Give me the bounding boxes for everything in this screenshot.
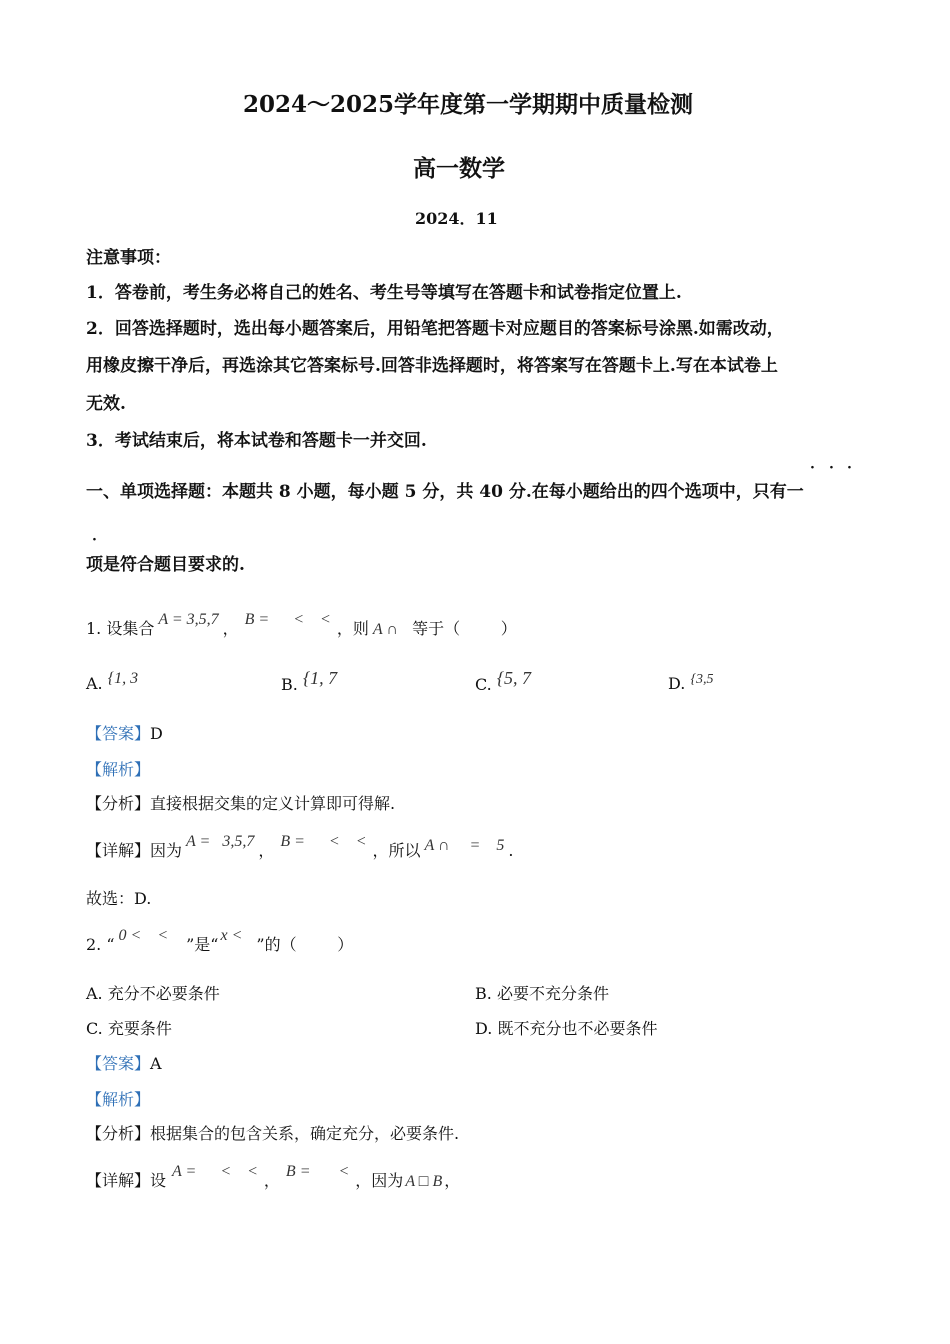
- exam-title: 2024～2025学年度第一学期期中质量检测: [243, 91, 694, 118]
- q1-detail: 【详解】因为 A = 3,5,7 ， B = < < ，所以 A ∩ = 5 .: [86, 833, 514, 860]
- q1-option-b: B. {1, 7: [281, 668, 338, 694]
- emphasis-dot: ·: [92, 532, 97, 548]
- q2-detail-set-b: B = <: [285, 1163, 350, 1180]
- q2-detail: 【详解】设 A = < < ， B = < ，因为 A □ B ，: [86, 1163, 461, 1190]
- q1-option-a: A. {1, 3: [86, 670, 139, 693]
- answer-value: A: [150, 1054, 162, 1073]
- q2-detail-set-a: A = < <: [172, 1163, 258, 1180]
- answer-label: 【答案】: [86, 1054, 151, 1073]
- q1-set-b: B = < <: [244, 611, 331, 628]
- q1-intersection: A ∩: [372, 621, 398, 638]
- q1-option-a-value: {1, 3: [107, 670, 139, 687]
- q1-prefix: 1. 设集合: [86, 619, 155, 638]
- section-heading: 一、单项选择题：本题共 8 小题，每小题 5 分，共 40 分.在每小题给出的四个选项中，只有一: [86, 482, 804, 502]
- section-heading-cont: 项是符合题目要求的.: [86, 555, 245, 575]
- q2-option-b: B. 必要不充分条件: [475, 984, 609, 1003]
- q1-option-c-value: {5, 7: [496, 668, 532, 688]
- analysis-text: 直接根据交集的定义计算即可得解.: [150, 794, 396, 813]
- q2-analysis: [86, 1121, 459, 1144]
- emphasis-dot: ·: [829, 460, 834, 476]
- analysis-text: 根据集合的包含关系，确定充分，必要条件.: [150, 1124, 460, 1143]
- q1-analysis: [86, 791, 395, 814]
- q1-option-c: C. {5, 7: [475, 668, 532, 694]
- question-1: [86, 611, 517, 639]
- q1-conclusion: 故选：D.: [86, 889, 152, 908]
- q2-jiexi-label: 【解析】: [86, 1090, 151, 1109]
- analysis-label: 【分析】: [86, 1124, 151, 1143]
- notice-item-2-end: 无效.: [86, 394, 126, 414]
- q1-set-a: A = 3,5,7: [158, 611, 219, 628]
- q2-option-a: A. 充分不必要条件: [86, 984, 220, 1003]
- notice-item-3: 3．考试结束后，将本试卷和答题卡一并交回.: [86, 431, 427, 451]
- q2-detail-subset: A □ B: [405, 1173, 443, 1190]
- q1-option-d-value: {3,5: [690, 672, 714, 687]
- q1-option-b-value: {1, 7: [302, 668, 338, 688]
- q2-option-c: C. 充要条件: [86, 1019, 172, 1038]
- question-2: 2. “ 0 < < ”是“ x < ”的（ ）: [86, 927, 354, 954]
- q1-suffix: 等于（ ）: [401, 619, 517, 638]
- q2-option-d: D. 既不充分也不必要条件: [475, 1019, 658, 1038]
- q1-detail-set-a: A = 3,5,7: [186, 833, 255, 850]
- q2-answer: [86, 1051, 162, 1074]
- q1-jiexi-label: 【解析】: [86, 760, 151, 779]
- q1-detail-result: A ∩ = 5: [424, 837, 505, 854]
- answer-label: 【答案】: [86, 724, 151, 743]
- q1-comma: ，: [222, 619, 239, 638]
- q1-mid: ，则: [336, 619, 369, 638]
- notice-heading: 注意事项：: [86, 248, 171, 268]
- exam-date: 2024．11: [415, 209, 498, 228]
- notice-item-2: 2．回答选择题时，选出每小题答案后，用铅笔把答题卡对应题目的答案标号涂黑.如需改动，: [86, 319, 784, 339]
- analysis-label: 【分析】: [86, 794, 151, 813]
- emphasis-dot: ·: [810, 460, 815, 476]
- detail-label: 【详解】: [86, 1171, 151, 1190]
- q2-condition-a: 0 < <: [118, 927, 169, 944]
- q2-condition-b: x <: [220, 927, 243, 944]
- notice-item-2-cont: 用橡皮擦干净后，再选涂其它答案标号.回答非选择题时，将答案写在答题卡上.写在本试卷上: [86, 356, 778, 376]
- answer-value: D: [150, 724, 163, 743]
- detail-label: 【详解】: [86, 841, 151, 860]
- emphasis-dot: ·: [847, 460, 852, 476]
- q1-answer: [86, 721, 163, 744]
- q1-detail-set-b: B = < <: [280, 833, 367, 850]
- subject-title: 高一数学: [413, 155, 505, 182]
- q1-option-d: D. {3,5: [668, 672, 714, 693]
- notice-item-1: 1．答卷前，考生务必将自己的姓名、考生号等填写在答题卡和试卷指定位置上.: [86, 283, 682, 303]
